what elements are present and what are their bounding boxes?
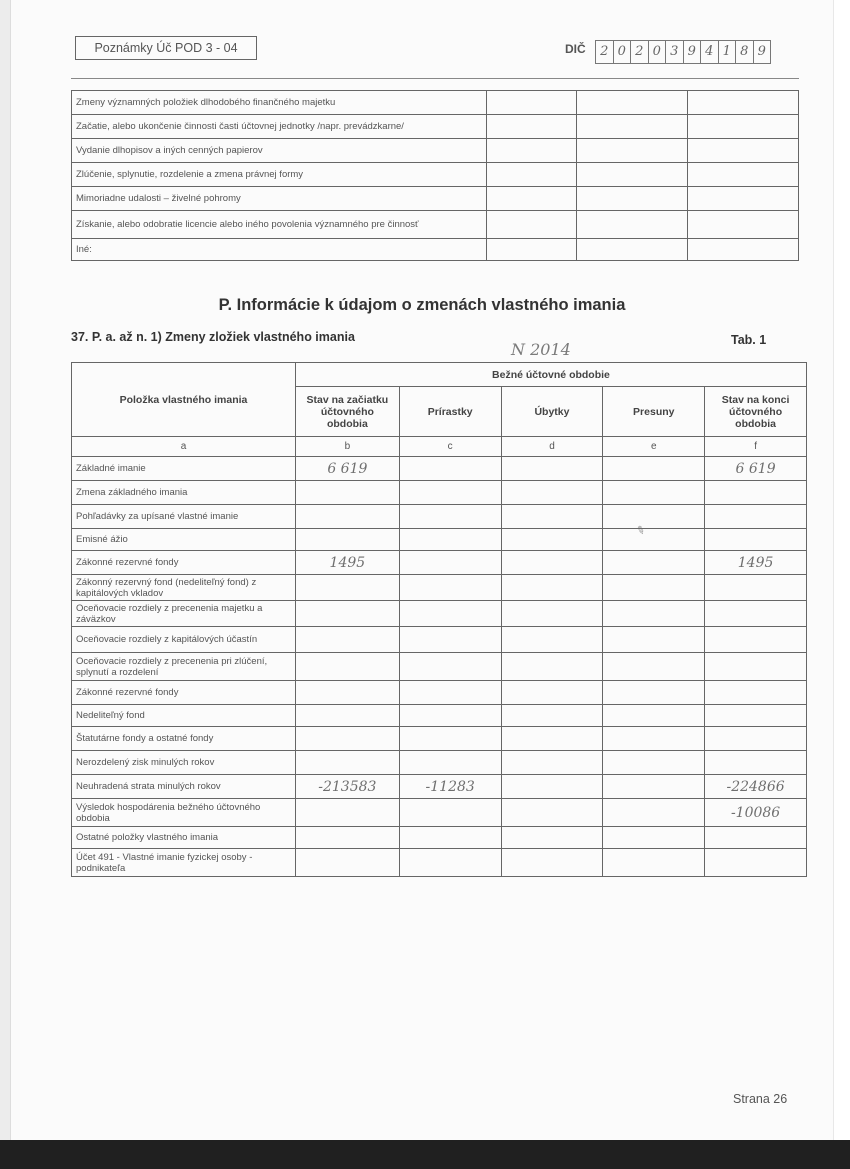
value-cell-c	[399, 827, 501, 849]
value-cell-f	[705, 575, 807, 601]
value-cell-b	[295, 653, 399, 681]
value-cell-e	[603, 727, 705, 751]
value-cell-d	[501, 751, 603, 775]
header-col-decrease: Úbytky	[501, 387, 603, 437]
value-cell-f: -10086	[705, 799, 807, 827]
form-label-box: Poznámky Úč POD 3 - 04	[75, 36, 257, 60]
value-cell-c: -11283	[399, 775, 501, 799]
row-label: Oceňovacie rozdiely z kapitálových účastín	[72, 627, 296, 653]
value-cell-b	[295, 705, 399, 727]
value-cell-f	[705, 727, 807, 751]
value-cell-d	[501, 775, 603, 799]
table-row	[72, 849, 807, 877]
event-cell	[577, 211, 688, 239]
event-cell	[577, 115, 688, 139]
value-cell-d	[501, 529, 603, 551]
value-cell-d	[501, 505, 603, 529]
value-cell-b	[295, 827, 399, 849]
document-page	[10, 0, 834, 1140]
event-cell	[688, 187, 799, 211]
table-row	[72, 627, 807, 653]
col-letter: e	[603, 437, 705, 457]
value-cell-d	[501, 551, 603, 575]
value-cell-e	[603, 849, 705, 877]
value-cell-d	[501, 727, 603, 751]
scan-left-edge	[0, 0, 10, 1140]
value-cell-b: -213583	[295, 775, 399, 799]
row-label: Ostatné položky vlastného imania	[72, 827, 296, 849]
value-cell-c	[399, 751, 501, 775]
event-cell	[688, 91, 799, 115]
value-cell-c	[399, 705, 501, 727]
value-cell-c	[399, 627, 501, 653]
event-label: Zmeny významných položiek dlhodobého finančného majetku	[72, 91, 487, 115]
value-cell-b	[295, 627, 399, 653]
scan-bottom-edge	[0, 1140, 850, 1169]
table-row	[72, 163, 799, 187]
value-cell-e	[603, 575, 705, 601]
value-cell-b	[295, 849, 399, 877]
value-cell-d	[501, 705, 603, 727]
table-row	[72, 551, 807, 575]
event-cell	[688, 211, 799, 239]
header-item: Položka vlastného imania	[72, 363, 296, 437]
event-cell	[486, 239, 577, 261]
value-cell-f	[705, 505, 807, 529]
value-cell-e	[603, 529, 705, 551]
dic-digit-box: 0	[613, 40, 632, 64]
value-cell-e	[603, 827, 705, 849]
value-cell-e	[603, 799, 705, 827]
table-row	[72, 601, 807, 627]
table-row	[72, 751, 807, 775]
value-cell-e	[603, 775, 705, 799]
header-period: Bežné účtovné obdobie	[295, 363, 806, 387]
table-row	[72, 653, 807, 681]
dic-digit-box: 4	[700, 40, 719, 64]
event-cell	[577, 239, 688, 261]
col-letter: f	[705, 437, 807, 457]
dic-digit-box: 1	[718, 40, 737, 64]
dic-boxes	[596, 40, 771, 64]
header-col-end: Stav na konci účtovného obdobia	[705, 387, 807, 437]
value-cell-c	[399, 681, 501, 705]
value-cell-e	[603, 551, 705, 575]
ink-smudge: ✎	[634, 523, 647, 539]
row-label: Zmena základného imania	[72, 481, 296, 505]
event-cell	[688, 163, 799, 187]
handwritten-year-note: N 2014	[511, 340, 571, 359]
event-cell	[688, 115, 799, 139]
dic-label: DIČ	[565, 42, 586, 56]
event-label: Iné:	[72, 239, 487, 261]
row-label: Zákonný rezervný fond (nedeliteľný fond) z kapitálových vkladov	[72, 575, 296, 601]
value-cell-f	[705, 681, 807, 705]
value-cell-e	[603, 705, 705, 727]
table-row	[72, 115, 799, 139]
event-label: Začatie, alebo ukončenie činnosti časti účtovnej jednotky /napr. prevádzkarne/	[72, 115, 487, 139]
value-cell-d	[501, 849, 603, 877]
table-row	[72, 187, 799, 211]
event-cell	[577, 91, 688, 115]
page-number: Strana 26	[733, 1092, 788, 1106]
event-cell	[688, 139, 799, 163]
table-row	[72, 457, 807, 481]
value-cell-c	[399, 849, 501, 877]
value-cell-e	[603, 627, 705, 653]
value-cell-b: 6 619	[295, 457, 399, 481]
value-cell-c	[399, 529, 501, 551]
header-col-transfers: Presuny	[603, 387, 705, 437]
value-cell-b	[295, 529, 399, 551]
col-letter: c	[399, 437, 501, 457]
table-row	[72, 529, 807, 551]
row-label: Výsledok hospodárenia bežného účtovného obdobia	[72, 799, 296, 827]
row-label: Zákonné rezervné fondy	[72, 681, 296, 705]
value-cell-c	[399, 727, 501, 751]
value-cell-b	[295, 601, 399, 627]
dic-digit-box: 2	[630, 40, 649, 64]
value-cell-d	[501, 681, 603, 705]
row-label: Oceňovacie rozdiely z precenenia majetku a záväzkov	[72, 601, 296, 627]
row-label: Nedeliteľný fond	[72, 705, 296, 727]
table-row	[72, 799, 807, 827]
value-cell-d	[501, 481, 603, 505]
table-row	[72, 575, 807, 601]
col-letter: b	[295, 437, 399, 457]
event-label: Vydanie dlhopisov a iných cenných papierov	[72, 139, 487, 163]
table-row	[72, 211, 799, 239]
row-label: Pohľadávky za upísané vlastné imanie	[72, 505, 296, 529]
value-cell-e	[603, 751, 705, 775]
row-label: Oceňovacie rozdiely z precenenia pri zlúčení, splynutí a rozdelení	[72, 653, 296, 681]
value-cell-c	[399, 505, 501, 529]
value-cell-f: -224866	[705, 775, 807, 799]
value-cell-c	[399, 551, 501, 575]
row-label: Zákonné rezervné fondy	[72, 551, 296, 575]
value-cell-c	[399, 601, 501, 627]
value-cell-d	[501, 799, 603, 827]
value-cell-e	[603, 681, 705, 705]
value-cell-c	[399, 653, 501, 681]
event-cell	[486, 211, 577, 239]
value-cell-f	[705, 627, 807, 653]
table-row	[72, 827, 807, 849]
value-cell-b	[295, 505, 399, 529]
row-label: Nerozdelený zisk minulých rokov	[72, 751, 296, 775]
col-letter: d	[501, 437, 603, 457]
value-cell-f	[705, 481, 807, 505]
value-cell-d	[501, 627, 603, 653]
event-cell	[577, 139, 688, 163]
value-cell-e	[603, 457, 705, 481]
row-label: Emisné ážio	[72, 529, 296, 551]
value-cell-c	[399, 575, 501, 601]
table-row	[72, 727, 807, 751]
table-row	[72, 481, 807, 505]
section-subtitle: 37. P. a. až n. 1) Zmeny zložiek vlastného imania	[71, 330, 355, 344]
value-cell-e	[603, 481, 705, 505]
event-label: Mimoriadne udalosti – živelné pohromy	[72, 187, 487, 211]
table-row	[72, 239, 799, 261]
row-label: Základné imanie	[72, 457, 296, 481]
dic-digit-box: 0	[648, 40, 667, 64]
dic-digit-box: 9	[683, 40, 702, 64]
event-cell	[486, 139, 577, 163]
header-divider	[71, 78, 799, 79]
table-row	[72, 91, 799, 115]
table-number-label: Tab. 1	[731, 333, 767, 347]
value-cell-b: 1495	[295, 551, 399, 575]
event-cell	[486, 91, 577, 115]
value-cell-d	[501, 575, 603, 601]
value-cell-c	[399, 457, 501, 481]
value-cell-e	[603, 505, 705, 529]
value-cell-b	[295, 727, 399, 751]
value-cell-b	[295, 799, 399, 827]
value-cell-c	[399, 481, 501, 505]
value-cell-f: 6 619	[705, 457, 807, 481]
event-cell	[577, 187, 688, 211]
value-cell-b	[295, 575, 399, 601]
table-row	[72, 681, 807, 705]
value-cell-d	[501, 457, 603, 481]
section-title: P. Informácie k údajom o zmenách vlastného imania	[218, 296, 626, 314]
row-label: Štatutárne fondy a ostatné fondy	[72, 727, 296, 751]
table-row	[72, 505, 807, 529]
value-cell-f	[705, 653, 807, 681]
value-cell-d	[501, 827, 603, 849]
value-cell-d	[501, 653, 603, 681]
value-cell-b	[295, 681, 399, 705]
dic-digit-box: 9	[753, 40, 772, 64]
value-cell-e	[603, 601, 705, 627]
value-cell-d	[501, 601, 603, 627]
value-cell-e	[603, 653, 705, 681]
value-cell-f	[705, 849, 807, 877]
dic-digit-box: 8	[735, 40, 754, 64]
event-cell	[486, 115, 577, 139]
table-row	[72, 139, 799, 163]
event-cell	[688, 239, 799, 261]
event-label: Zlúčenie, splynutie, rozdelenie a zmena právnej formy	[72, 163, 487, 187]
value-cell-b	[295, 751, 399, 775]
event-label: Získanie, alebo odobratie licencie alebo iného povolenia významného pre činnosť	[72, 211, 487, 239]
table-row	[72, 775, 807, 799]
value-cell-f	[705, 751, 807, 775]
value-cell-f	[705, 529, 807, 551]
row-label: Neuhradená strata minulých rokov	[72, 775, 296, 799]
header-col-increase: Prírastky	[399, 387, 501, 437]
value-cell-c	[399, 799, 501, 827]
value-cell-f: 1495	[705, 551, 807, 575]
event-cell	[486, 187, 577, 211]
event-cell	[577, 163, 688, 187]
table-row	[72, 705, 807, 727]
equity-changes-table	[71, 362, 807, 877]
col-letter: a	[72, 437, 296, 457]
value-cell-b	[295, 481, 399, 505]
event-cell	[486, 163, 577, 187]
dic-digit-box: 3	[665, 40, 684, 64]
row-label: Účet 491 - Vlastné imanie fyzickej osoby - podnikateľa	[72, 849, 296, 877]
dic-digit-box: 2	[595, 40, 614, 64]
value-cell-f	[705, 827, 807, 849]
value-cell-f	[705, 705, 807, 727]
value-cell-f	[705, 601, 807, 627]
events-table	[71, 90, 799, 261]
header-col-start: Stav na začiatku účtovného obdobia	[295, 387, 399, 437]
